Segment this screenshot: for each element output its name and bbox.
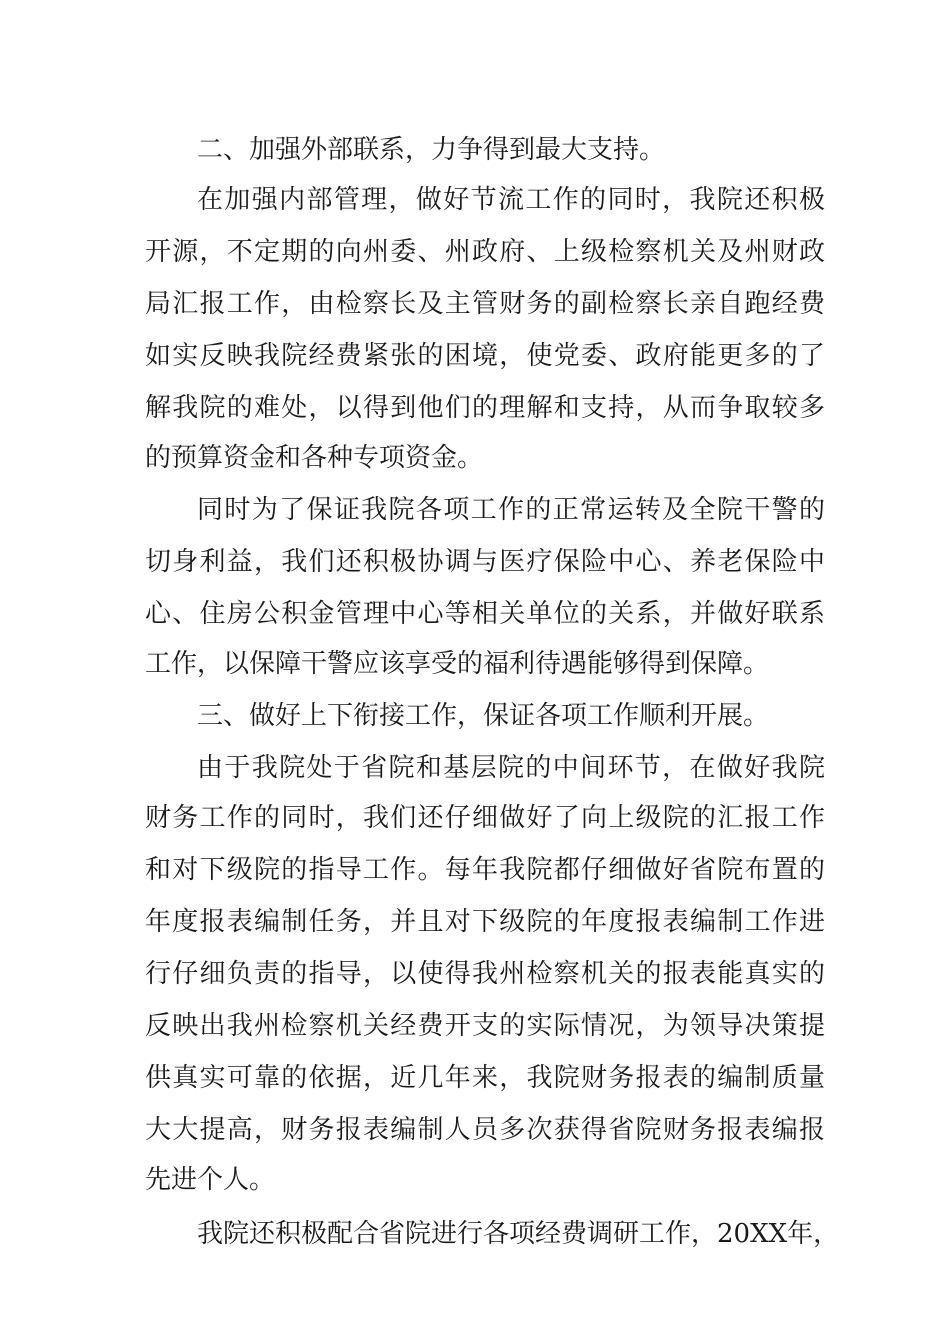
paragraph-line: 供真实可靠的依据，近几年来，我院财务报表的编制质量 [145,1063,825,1093]
paragraph-line: 如实反映我院经费紧张的困境，使党委、政府能更多的了 [145,341,825,371]
paragraph-line: 大大提高，财务报表编制人员多次获得省院财务报表编报 [145,1115,825,1145]
paragraph-line: 工作，以保障干警应该享受的福利待遇能够得到保障。 [145,649,770,679]
paragraph-line: 由于我院处于省院和基层院的中间环节，在做好我院 [197,753,825,783]
paragraph-line: 的预算资金和各种专项资金。 [145,443,484,473]
paragraph-line: 反映出我州检察机关经费开支的实际情况，为领导决策提 [145,1011,825,1041]
paragraph-line: 解我院的难处，以得到他们的理解和支持，从而争取较多 [145,393,825,423]
paragraph-line: 心、住房公积金管理中心等相关单位的关系，并做好联系 [145,599,825,629]
paragraph-line: 行仔细负责的指导，以使得我州检察机关的报表能真实的 [145,959,825,989]
paragraph-line: 我院还积极配合省院进行各项经费调研工作，20XX年， [197,1219,840,1249]
paragraph-line: 先进个人。 [145,1165,276,1195]
paragraph-line: 财务工作的同时，我们还仔细做好了向上级院的汇报工作 [145,803,825,833]
paragraph-line: 在加强内部管理，做好节流工作的同时，我院还积极 [197,185,825,215]
heading-2-external-contacts: 二、加强外部联系，力争得到最大支持。 [197,135,666,165]
heading-3-coordination: 三、做好上下衔接工作，保证各项工作顺利开展。 [197,701,770,731]
paragraph-line: 切身利益，我们还积极协调与医疗保险中心、养老保险中 [145,547,825,577]
paragraph-line: 开源，不定期的向州委、州政府、上级检察机关及州财政 [145,237,825,267]
paragraph-line: 同时为了保证我院各项工作的正常运转及全院干警的 [197,495,825,525]
paragraph-line: 年度报表编制任务，并且对下级院的年度报表编制工作进 [145,907,825,937]
paragraph-line: 局汇报工作，由检察长及主管财务的副检察长亲自跑经费 [145,289,825,319]
paragraph-line: 和对下级院的指导工作。每年我院都仔细做好省院布置的 [145,855,825,885]
